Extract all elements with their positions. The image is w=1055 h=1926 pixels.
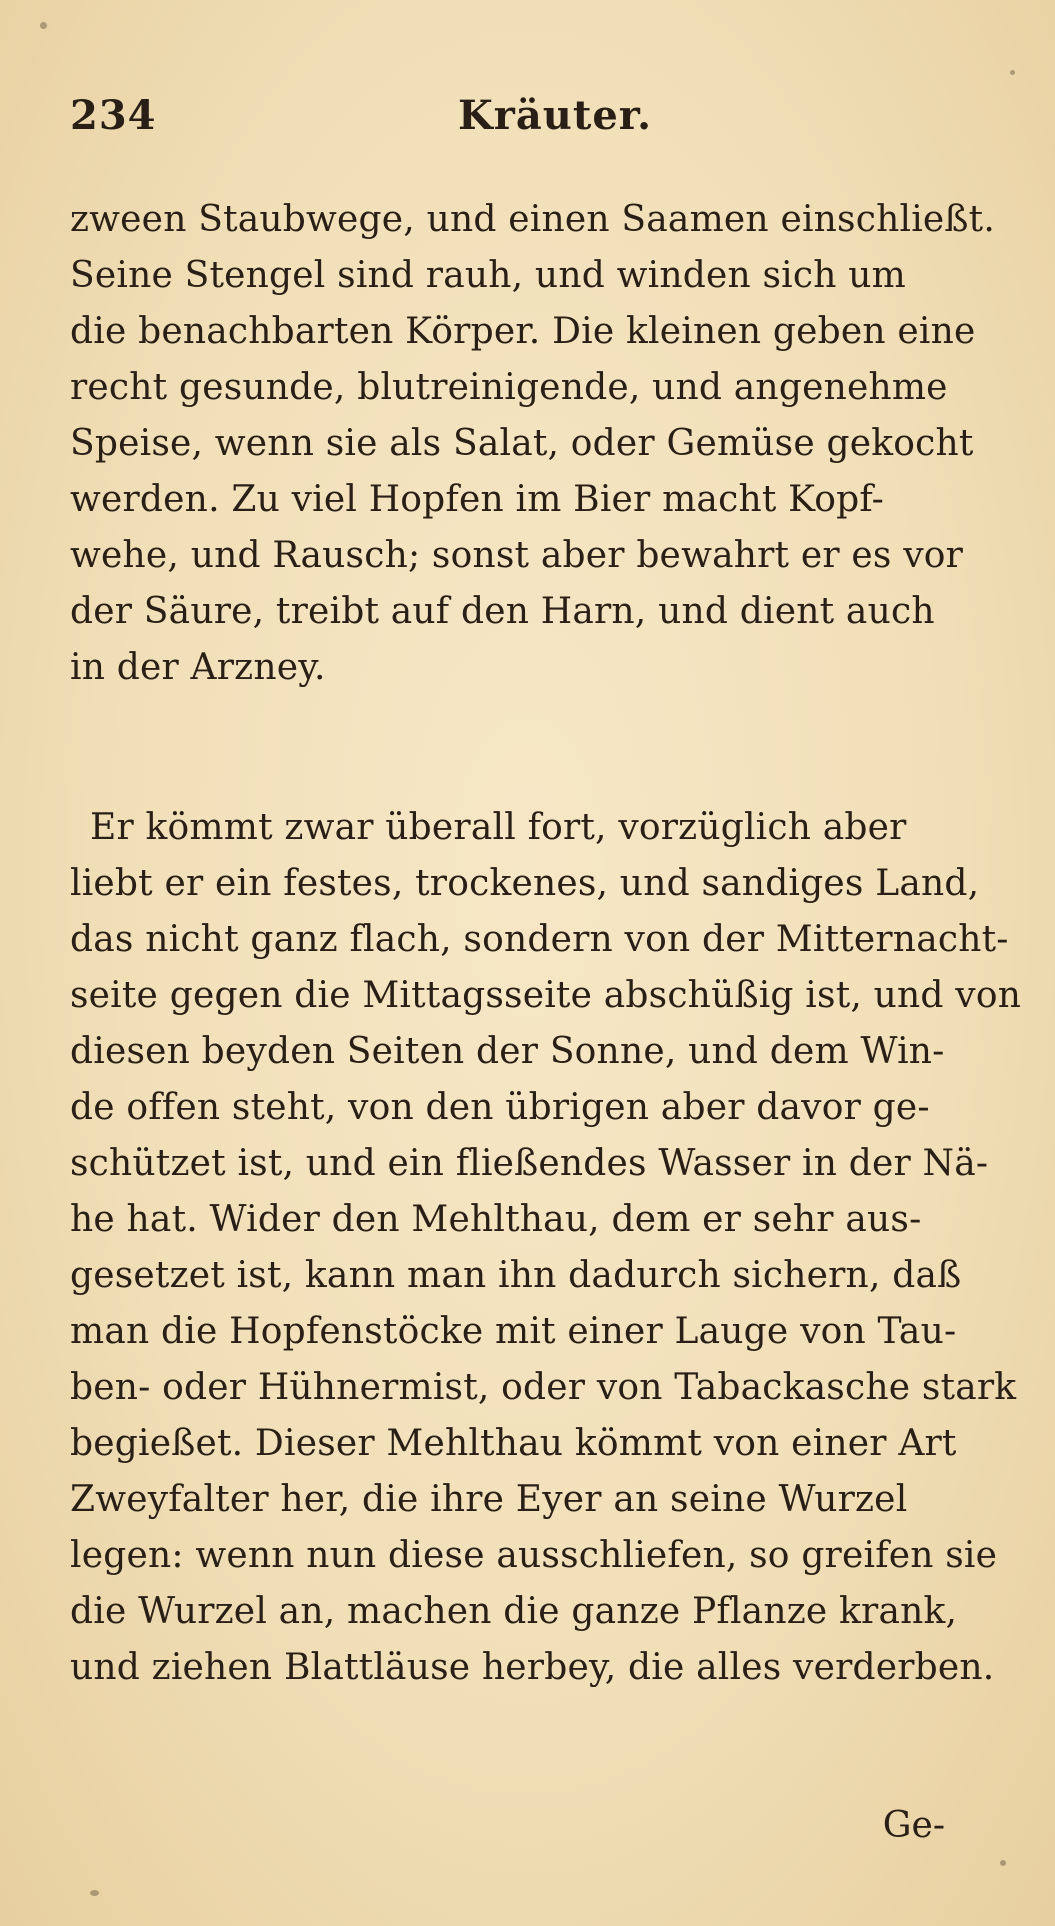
text-line: ben- oder Hühnermist, oder von Tabackasche stark — [70, 1367, 1017, 1408]
ink-speck — [1000, 1860, 1006, 1866]
text-line: wehe, und Rausch; sonst aber bewahrt er es vor — [70, 535, 964, 576]
text-line: diesen beyden Seiten der Sonne, und dem Win- — [70, 1031, 945, 1072]
catchword: Ge- — [882, 1805, 945, 1846]
text-line: die Wurzel an, machen die ganze Pflanze krank, — [70, 1591, 958, 1632]
text-line: das nicht ganz flach, sondern von der Mitternacht- — [70, 919, 1009, 960]
text-line: und ziehen Blattläuse herbey, die alles verderben. — [70, 1647, 995, 1688]
text-line: legen: wenn nun diese ausschliefen, so greifen sie — [70, 1535, 998, 1576]
text-line: man die Hopfenstöcke mit einer Lauge von Tau- — [70, 1311, 957, 1352]
text-line: zween Staubwege, und einen Saamen einschließt. — [70, 199, 995, 240]
text-line: gesetzet ist, kann man ihn dadurch sichern, daß — [70, 1255, 962, 1296]
ink-speck — [1010, 70, 1015, 75]
text-line: he hat. Wider den Mehlthau, dem er sehr aus- — [70, 1199, 922, 1240]
text-line: seite gegen die Mittagsseite abschüßig ist, und von — [70, 975, 1022, 1016]
text-line: Seine Stengel sind rauh, und winden sich um — [70, 255, 906, 296]
text-line: schützet ist, und ein fließendes Wasser in der Nä- — [70, 1143, 989, 1184]
text-line: de offen steht, von den übrigen aber davor ge- — [70, 1087, 930, 1128]
text-line: begießet. Dieser Mehlthau kömmt von einer Art — [70, 1423, 957, 1464]
ink-speck — [40, 22, 47, 29]
text-line: die benachbarten Körper. Die kleinen geben eine — [70, 311, 976, 352]
text-line: Speise, wenn sie als Salat, oder Gemüse gekocht — [70, 423, 974, 464]
text-line: werden. Zu viel Hopfen im Bier macht Kopf- — [70, 479, 885, 520]
text-line: Zweyfalter her, die ihre Eyer an seine Wurzel — [70, 1479, 908, 1520]
page-header — [70, 92, 970, 152]
text-line: liebt er ein festes, trockenes, und sandiges Land, — [70, 863, 980, 904]
text-line: Er kömmt zwar überall fort, vorzüglich aber — [90, 807, 907, 848]
ink-speck — [90, 1890, 99, 1896]
text-line: in der Arzney. — [70, 647, 326, 688]
text-line: der Säure, treibt auf den Harn, und dient auch — [70, 591, 935, 632]
running-head: Kräuter. — [458, 92, 653, 139]
text-line: recht gesunde, blutreinigende, und angenehme — [70, 367, 948, 408]
paragraph — [70, 800, 1020, 1696]
page-number: 234 — [70, 92, 157, 139]
paragraph — [70, 192, 1020, 696]
